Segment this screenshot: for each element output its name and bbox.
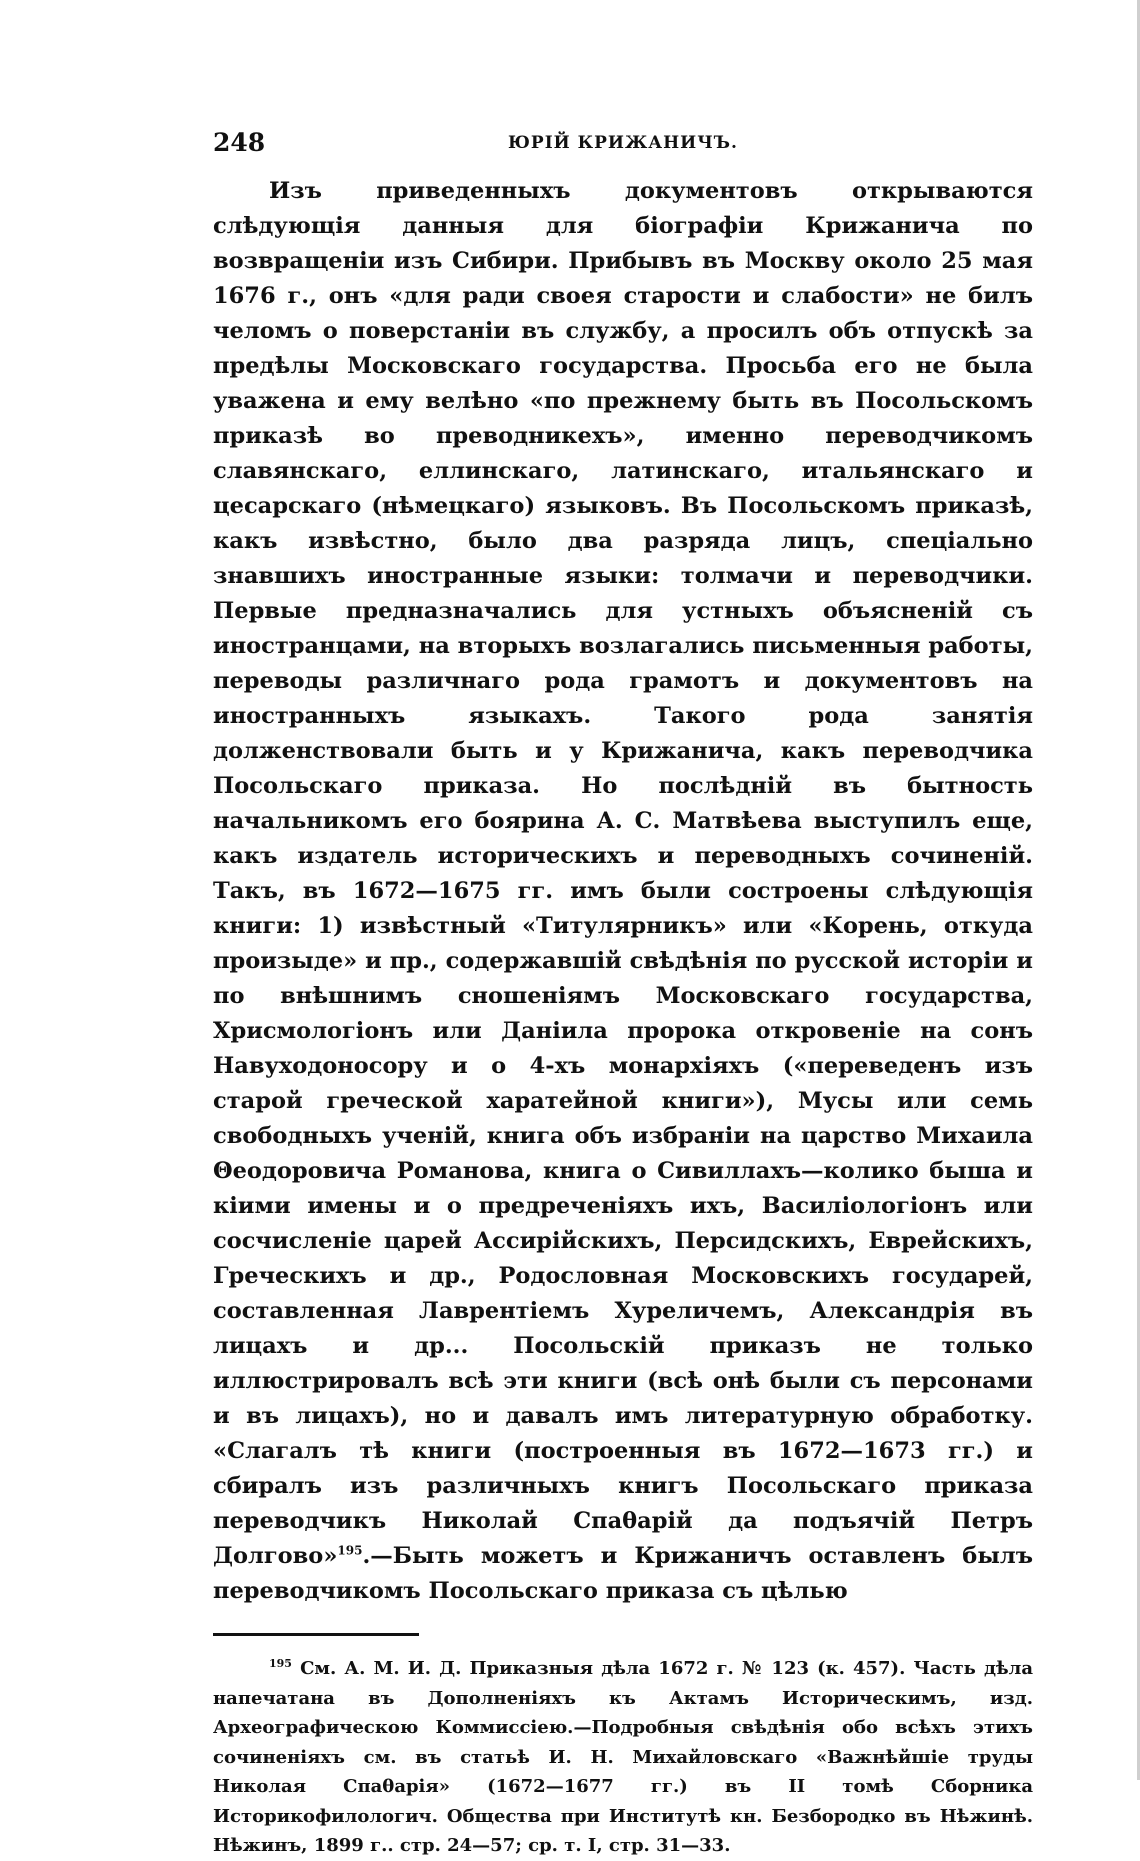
paragraph-text: Изъ приведенныхъ документовъ открываются слѣдующія данныя для біографіи Крижанича по возвращеніи изъ Сибири. Прибывъ въ Москву около 25 мая 1676 г., онъ «для ради своея старости и слабости» не билъ челомъ о поверстаніи въ службу, а просилъ объ отпускѣ за предѣлы Московскаго государства. Просьба его не была уважена и ему велѣно «по прежнему быть въ Посольскомъ приказѣ во преводникехъ», именно переводчикомъ славянскаго, еллинскаго, латинскаго, итальянскаго и цесарскаго (нѣмецкаго) языковъ. Въ Посольскомъ приказѣ, какъ извѣстно, было два разряда лицъ, спеціально знавшихъ иностранные языки: толмачи и переводчики. Первые предназначались для устныхъ объясненій съ иностранцами, на вторыхъ возлагались письменныя работы, переводы различнаго рода грамотъ и документовъ на иностранныхъ языкахъ. Такого рода занятія долженствовали быть и у Крижанича, какъ переводчика Посольскаго приказа. Но послѣдній въ бытность начальникомъ его боярина А. С. Матвѣева выступилъ еще, какъ издатель историческихъ и переводныхъ сочиненій. Такъ, въ 1672—1675 гг. имъ были состроены слѣдующія книги: 1) извѣстный «Титулярникъ» или «Корень, откуда произыде» и пр., содержавшій свѣдѣнія по русской исторіи и по внѣшнимъ сношеніямъ Московскаго государства, Хрисмологіонъ или Даніила пророка откровеніе на сонъ Навуходоносору и о 4-хъ монархіяхъ («переведенъ изъ старой греческой харатейной книги»), Мусы или семь свободныхъ ученій, книга объ избраніи на царство Михаила Θеодоровича Романова, книга о Сивиллахъ—колико быша и кіими имены и о предреченіяхъ ихъ, Василіологіонъ или сосчисленіе царей Ассирійскихъ, Персидскихъ, Еврейскихъ, Греческихъ и др., Родословная Московскихъ государей, составленная Лаврентіемъ Хуреличемъ, Александрія въ лицахъ и др... Посольскій приказъ не только иллюстрировалъ всѣ эти книги (всѣ онѣ были съ персонами и въ лицахъ), но и давалъ имъ литературную обработку. «Слагалъ тѣ книги (построенныя въ 1672—1673 гг.) и сбиралъ изъ различныхъ книгъ Посольскаго приказа переводчикъ Николай Спаθарій да подъячій Петръ Долгово» [213, 178, 1033, 1569]
footnote-reference: 195 [337, 1543, 363, 1558]
book-page [213, 128, 1033, 1861]
footnote-number: 195 [269, 1657, 292, 1670]
footnote [213, 1654, 1033, 1861]
page-number: 248 [213, 128, 266, 157]
footnote-text: См. А. М. И. Д. Приказныя дѣла 1672 г. № 123 (к. 457). Часть дѣла напечатана въ Дополненіяхъ къ Актамъ Историческимъ, изд. Археографическою Коммиссіею.—Подробныя свѣдѣнія обо всѣхъ этихъ сочиненіяхъ см. въ статьѣ И. Н. Михайловскаго «Важнѣйшіе труды Николая Спаθарія» (1672—1677 гг.) въ II томѣ Сборника Историкофилологич. Общества при Институтѣ кн. Безбородко въ Нѣжинѣ. Нѣжинъ, 1899 г.. стр. 24—57; ср. т. I, стр. 31—33. [213, 1658, 1033, 1856]
paragraph-tail: .—Быть можетъ и Крижаничъ оставленъ былъ переводчикомъ Посольскаго приказа съ цѣлью [213, 1543, 1033, 1604]
running-title: ЮРІЙ КРИЖАНИЧЪ. [508, 133, 738, 153]
footnote-paragraph [213, 1654, 1033, 1861]
footnote-separator [213, 1633, 419, 1636]
body-paragraph [213, 174, 1033, 1609]
main-text [213, 174, 1033, 1609]
page-header [213, 128, 1033, 164]
